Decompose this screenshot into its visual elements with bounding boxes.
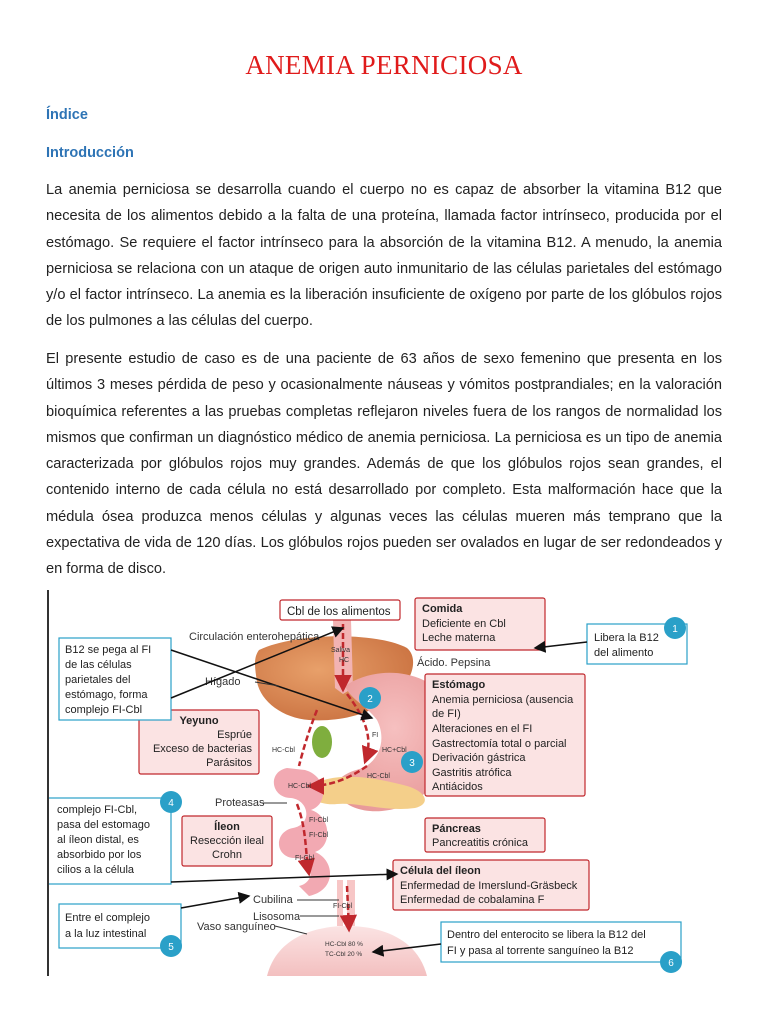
- comida-line: Leche materna: [422, 632, 496, 644]
- callout-4-line: cilios a la célula: [57, 864, 135, 876]
- callout-2-line: parietales del: [65, 674, 131, 686]
- callout-4-line: al íleon distal, es: [57, 834, 139, 846]
- circulacion-label: Circulación enterohepática: [189, 631, 320, 643]
- estomago-line: Gastritis atrófica: [432, 767, 512, 779]
- hc-cbl-label: HC+Cbl: [382, 747, 407, 754]
- pancreas-line: Pancreatitis crónica: [432, 837, 528, 849]
- callout-4-line: complejo FI-Cbl,: [57, 804, 138, 816]
- pathway-figure: [47, 590, 722, 976]
- hc-cbl-percent: HC-Cbl 80 %: [325, 941, 363, 948]
- estomago-line: Antiácidos: [432, 781, 483, 793]
- paragraph-case: El presente estudio de caso es de una paciente de 63 años de sexo femenino que presenta en los últimos 3 meses pérdida de peso y ocasionalmente náuseas y vómitos postprandiales; en la valoración bioquímica referentes a las pruebas completas reflejaron niveles fuera de los rangos de normalidad los mismos que confirman un diagnóstico médico de anemia perniciosa. La perniciosa es un tipo de anemia caracterizada por glóbulos rojos muy grandes. Además de que los glóbulos rojos sean grandes, el contenido interno de cada célula no está desarrollado por completo. Esta malformación hace que la médula ósea produzca menos células y algunas veces las células mueren más temprano que la expectativa de vida de 120 días. Los glóbulos rojos pueden ser ovalados en lugar de ser redondeados y en forma de disco.: [46, 351, 722, 578]
- yeyuno-line: Esprúe: [217, 729, 252, 741]
- estomago-line: Derivación gástrica: [432, 752, 526, 764]
- fi-cbl-label-2: FI-Cbl: [309, 832, 329, 839]
- estomago-line: Anemia perniciosa (ausencia: [432, 694, 574, 706]
- ileon-line: Resección ileal: [190, 835, 264, 847]
- callout-6-number: 6: [668, 958, 674, 969]
- yeyuno-line: Exceso de bacterias: [152, 743, 252, 755]
- fi-cbl-label-4: FI-Cbl: [333, 903, 353, 910]
- callout-3-number: 3: [409, 758, 415, 769]
- hc-cbl-label-4: HC-Cbl: [288, 783, 311, 790]
- paragraph-intro: La anemia perniciosa se desarrolla cuando el cuerpo no es capaz de absorber la vitamina B12 que necesita de los alimentos debido a la falta de una proteína, llamada factor intrínseco, producida por el estómago. Se requiere el factor intrínseco para la absorción de la vitamina B12. A menudo, la anemia perniciosa se relaciona con un ataque de origen auto inmunitario de las células parietales del estómago y/o el factor intrínseco. La anemia es la liberación insuficiente de oxígeno por parte de los glóbulos rojos de los pulmones a las células del cuerpo.: [46, 182, 722, 330]
- celula-line: Enfermedad de Imerslund-Gräsbeck: [400, 880, 578, 892]
- hc-label: HC: [339, 657, 350, 664]
- estomago-line: Alteraciones en el FI: [432, 723, 533, 735]
- ileon-line: Crohn: [212, 849, 242, 861]
- callout-5-line: Entre el complejo: [65, 912, 150, 924]
- vaso-label: Vaso sanguíneo: [197, 921, 276, 933]
- lisosoma-label: Lisosoma: [253, 911, 301, 923]
- ileon-title: Íleon: [214, 821, 240, 833]
- comida-title: Comida: [422, 603, 463, 615]
- callout-1-number: 1: [672, 624, 678, 635]
- fi-cbl-label-3: FI-Cbl: [295, 855, 315, 862]
- intro-heading[interactable]: Introducción: [46, 145, 134, 161]
- pancreas-title: Páncreas: [432, 823, 481, 835]
- callout-2-line: de las células: [65, 659, 132, 671]
- cbl-alimentos-label: Cbl de los alimentos: [287, 606, 391, 618]
- callout-2-number: 2: [367, 694, 373, 705]
- hc-cbl-label-3: HC-Cbl: [367, 773, 390, 780]
- callout-5-number: 5: [168, 942, 174, 953]
- callout-4-line: absorbido por los: [57, 849, 142, 861]
- document-title: ANEMIA PERNICIOSA: [245, 50, 523, 80]
- tc-cbl-percent: TC-Cbl 20 %: [325, 951, 363, 958]
- callout-2-line: estómago, forma: [65, 689, 148, 701]
- callout-6-line: Dentro del enterocito se libera la B12 del: [447, 929, 646, 941]
- callout-1-line: del alimento: [594, 647, 654, 659]
- saliva-label: Saliva: [331, 647, 351, 654]
- higado-label: Hígado: [205, 676, 241, 688]
- figure-left-border: [47, 590, 49, 976]
- comida-line: Deficiente en Cbl: [422, 618, 506, 630]
- fi-cbl-label-1: FI-Cbl: [309, 817, 329, 824]
- callout-6-line: FI y pasa al torrente sanguíneo la B12: [447, 945, 634, 957]
- callout-5-line: a la luz intestinal: [65, 928, 147, 940]
- acido-label: Ácido. Pepsina: [417, 657, 491, 669]
- estomago-title: Estómago: [432, 679, 486, 691]
- callout-2-line: B12 se pega al FI: [65, 644, 152, 656]
- estomago-line: Gastrectomía total o parcial: [432, 738, 567, 750]
- celula-line: Enfermedad de cobalamina F: [400, 894, 545, 906]
- gallbladder-shape: [312, 726, 332, 758]
- yeyuno-line: Parásitos: [206, 757, 252, 769]
- hc-cbl-label-2: HC-Cbl: [272, 747, 295, 754]
- callout-4-number: 4: [168, 798, 174, 809]
- celula-title: Célula del íleon: [400, 865, 481, 877]
- callout-1-line: Libera la B12: [594, 632, 659, 644]
- yeyuno-title: Yeyuno: [179, 715, 219, 727]
- callout-2-line: complejo FI-Cbl: [65, 704, 143, 716]
- fi-label: FI: [372, 732, 379, 739]
- index-heading[interactable]: Índice: [46, 107, 88, 123]
- proteasas-label: Proteasas: [215, 797, 265, 809]
- estomago-line: de FI): [432, 708, 461, 720]
- callout-4-line: pasa del estomago: [57, 819, 150, 831]
- cubilina-label: Cubilina: [253, 894, 293, 906]
